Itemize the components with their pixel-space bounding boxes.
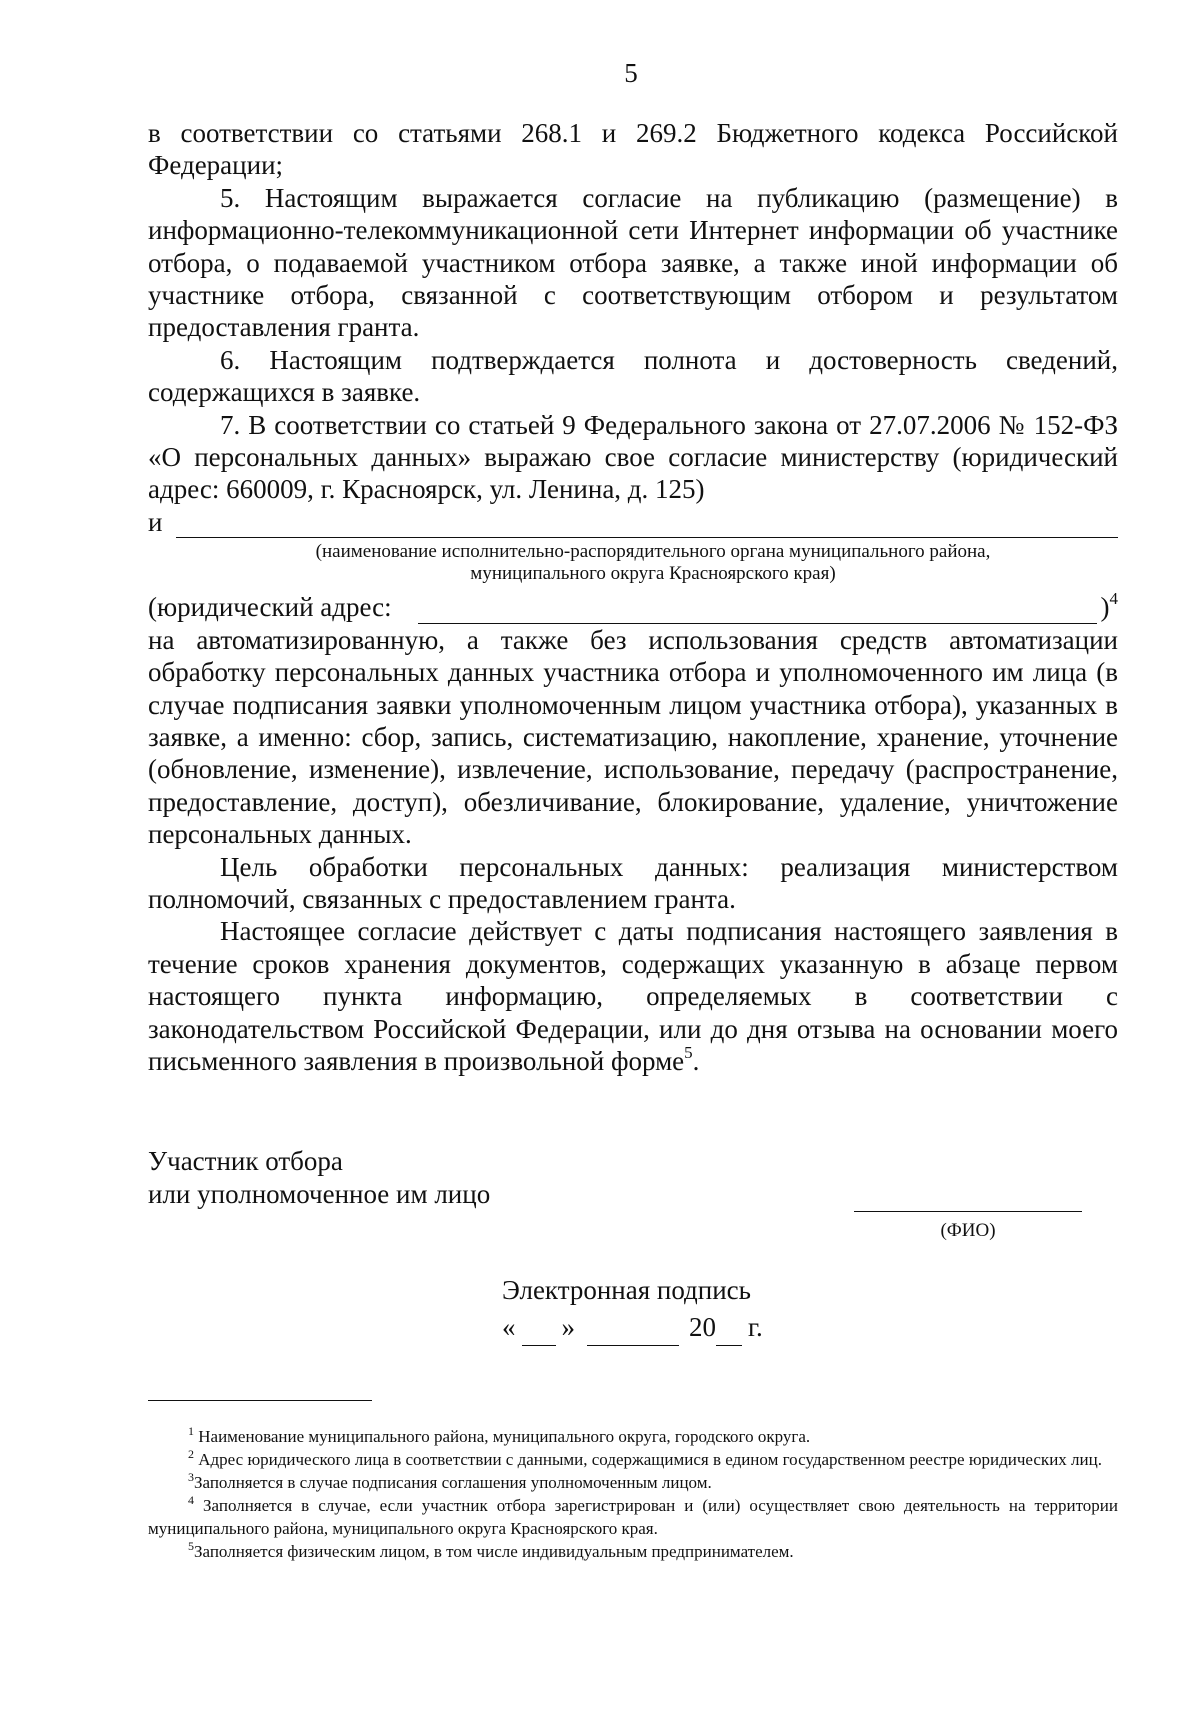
footnote-1: $^1$ Наименование муниципального района, муниципального округа, городского округа. [188, 1424, 811, 1446]
signer-line-2: или уполномоченное им лицо [148, 1179, 491, 1209]
footnote-2: $^2$ Адрес юридического лица в соответствии с данными, содержащимися в едином государственном реестре юридических лиц. [188, 1447, 1102, 1469]
paragraph-purpose: Цель обработки персональных данных: реализация министерством полномочий, связанных с предоставлением гранта. [148, 851, 1118, 914]
fio-label: (ФИО) [940, 1220, 996, 1241]
year-prefix: 20 [689, 1312, 716, 1342]
footnote-ref-4: 4 [1109, 589, 1118, 609]
footnote-separator [148, 1400, 372, 1401]
date-line [502, 1309, 763, 1346]
quote-close: » [561, 1312, 575, 1342]
signer-line-1: Участник отбора [148, 1146, 343, 1176]
paragraph-7-intro: 7. В соответствии со статьей 9 Федерального закона от 27.07.2006 № 152-ФЗ «О персональных данных» выражаю свое согласие министерству (юридический адрес: 660009, г. Красноярск, ул. Ленина, д. 125) [148, 409, 1118, 505]
footnotes [148, 1425, 1118, 1563]
paragraph-7-processing: на автоматизированную, а также без использования средств автоматизации обработку персональных данных участника отбора и уполномоченного им лица (в случае подписания заявки уполномоченным лицом участника отбора), указанных в заявке, а именно: сбор, запись, систематизацию, накопление, хранение, уточнение (обновление, изменение), извлечение, использование, передачу (распространение, предоставление, доступ), обезличивание, блокирование, удаление, уничтожение персональных данных. [148, 624, 1118, 850]
legal-address-blank [418, 599, 1097, 624]
and-word: и [148, 506, 163, 537]
paragraph-6: 6. Настоящим подтверждается полнота и достоверность сведений, содержащихся в заявке. [148, 344, 1118, 408]
electronic-signature-block [502, 1272, 763, 1346]
organization-line [148, 506, 1118, 538]
legal-address-close: )$^4$ [1100, 589, 1118, 623]
paragraph-continuation: в соответствии со статьями 268.1 и 269.2 Бюджетного кодекса Российской Федерации; [148, 118, 1118, 181]
year-suffix: г. [748, 1312, 763, 1342]
esig-label: Электронная подпись [502, 1275, 751, 1305]
validity-text: Настоящее согласие действует с даты подписания настоящего заявления в течение сроков хранения документов, содержащих указанную в абзаце первом настоящего пункта информацию, определяемых в соответствии с законодательством Российской Федерации, или до дня отзыва на основании моего письменного заявления в произвольной форме [148, 916, 1118, 1076]
organization-caption [148, 541, 1118, 585]
month-blank [587, 1323, 679, 1346]
fio-signature-line [854, 1211, 1082, 1212]
legal-address-line [148, 591, 1118, 623]
paragraph-5: 5. Настоящим выражается согласие на публикацию (размещение) в информационно-телекоммуникационной сети Интернет информации об участнике отбора, о подаваемой участником отбора заявке, а также иной информации об участнике отбора, связанной с соответствующим отбором и результатом предоставления гранта. [148, 182, 1118, 343]
paragraph-validity [148, 915, 1118, 1077]
signature-block [148, 1145, 490, 1211]
legal-address-label: (юридический адрес: [148, 592, 392, 623]
page-number: 5 [624, 58, 638, 88]
quote-open: « [502, 1312, 516, 1342]
footnote-5: $^5$Заполняется физическим лицом, в том числе индивидуальным предпринимателем. [188, 1539, 794, 1561]
caption-line-2: муниципального округа Красноярского края) [470, 563, 836, 585]
document-body [148, 117, 1118, 1077]
caption-line-1: (наименование исполнительно-распорядительного органа муниципального района, [315, 541, 991, 563]
day-blank [522, 1323, 556, 1346]
footnote-3: $^3$Заполняется в случае подписания соглашения уполномоченным лицом. [188, 1470, 712, 1492]
period: . [692, 1045, 700, 1076]
organization-blank [176, 513, 1118, 538]
year-blank [716, 1323, 742, 1346]
footnote-4: $^4$ Заполняется в случае, если участник отбора зарегистрирован и (или) осуществляет свою деятельность на территории муниципального района, муниципального округа Красноярского края. [148, 1493, 1119, 1538]
footnote-ref-5: 5 [684, 1042, 693, 1062]
